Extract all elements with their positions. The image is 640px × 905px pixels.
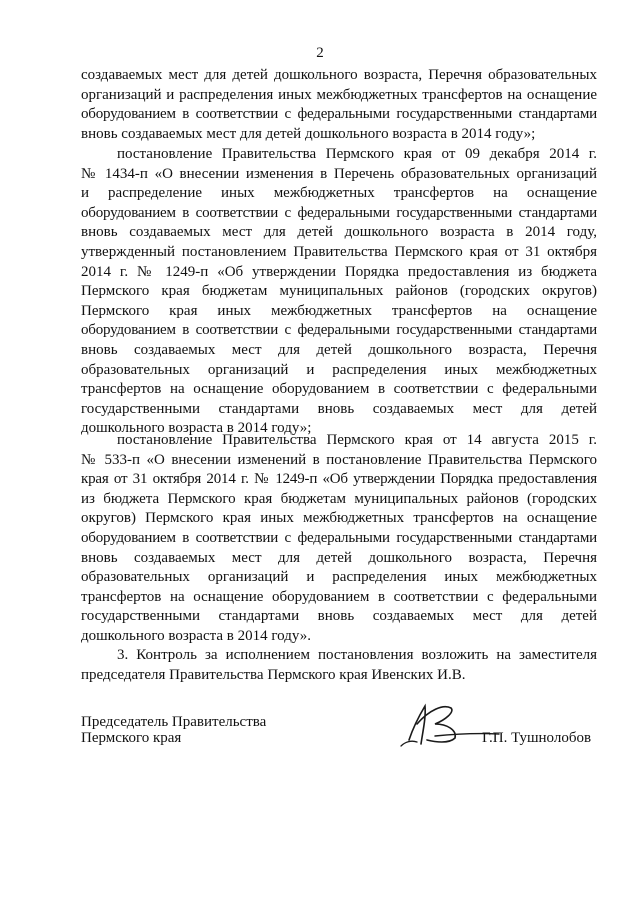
paragraph-line: дошкольного возраста в 2014 году». bbox=[81, 627, 311, 644]
signatory-position-line: Пермского края bbox=[81, 730, 182, 746]
paragraph-line: государственными стандартами вновь создаваемых мест для детей bbox=[81, 608, 597, 625]
paragraph-line: и распределение иных межбюджетных трансфертов на оснащение bbox=[81, 185, 597, 202]
paragraph-line: образовательных организаций и распределения иных межбюджетных bbox=[81, 569, 597, 586]
paragraph-line: оборудованием в соответствии с федеральными государственными стандартами bbox=[81, 204, 597, 221]
paragraph-1 bbox=[81, 66, 597, 144]
paragraph-line: трансфертов на оснащение оборудованием в соответствии с федеральными bbox=[81, 588, 597, 605]
paragraph-line: из бюджета Пермского края бюджетам муниципальных районов (городских bbox=[81, 490, 597, 507]
paragraph-3 bbox=[81, 431, 597, 647]
paragraph-line: образовательных организаций и распределения иных межбюджетных bbox=[81, 361, 597, 378]
paragraph-line: 3. Контроль за исполнением постановления возложить на заместителя bbox=[117, 647, 597, 663]
paragraph-line: председателя Правительства Пермского края Ивенских И.В. bbox=[81, 666, 466, 683]
paragraph-line: № 1434-п «О внесении изменения в Перечень образовательных организаций bbox=[81, 165, 597, 182]
signatory-name: Г.П. Тушнолобов bbox=[482, 730, 592, 746]
paragraph-2 bbox=[81, 145, 597, 439]
paragraph-line: постановление Правительства Пермского края от 14 августа 2015 г. bbox=[117, 432, 597, 448]
paragraph-line: Пермского края бюджетам муниципальных районов (городских округов) bbox=[81, 283, 597, 300]
paragraph-line: утвержденный постановлением Правительства Пермского края от 31 октября bbox=[81, 243, 597, 260]
paragraph-line: края от 31 октября 2014 г. № 1249-п «Об утверждении Порядка предоставления bbox=[81, 471, 597, 488]
paragraph-line: Пермского края иных межбюджетных трансфертов на оснащение bbox=[81, 302, 597, 319]
paragraph-line: организаций и распределения иных межбюджетных трансфертов на оснащение bbox=[81, 86, 597, 103]
paragraph-line: трансфертов на оснащение оборудованием в соответствии с федеральными bbox=[81, 381, 597, 398]
paragraph-line: дошкольного возраста в 2014 году»; bbox=[81, 420, 312, 437]
page-number: 2 bbox=[316, 45, 324, 61]
paragraph-line: 2014 г. № 1249-п «Об утверждении Порядка предоставления из бюджета bbox=[81, 263, 597, 280]
paragraph-line: вновь создаваемых мест для детей дошкольного возраста в 2014 году, bbox=[81, 224, 597, 241]
paragraph-4 bbox=[81, 646, 597, 685]
signatory-position-line: Председатель Правительства bbox=[81, 714, 267, 730]
paragraph-line: вновь создаваемых мест для детей дошкольного возраста в 2014 году»; bbox=[81, 125, 536, 142]
paragraph-line: вновь создаваемых мест для детей дошкольного возраста, Перечня bbox=[81, 549, 597, 566]
paragraph-line: оборудованием в соответствии с федеральными государственными стандартами bbox=[81, 322, 597, 339]
paragraph-line: № 533-п «О внесении изменений в постановление Правительства Пермского bbox=[81, 451, 597, 468]
signatory-position bbox=[81, 714, 266, 746]
paragraph-line: округов) Пермского края иных межбюджетных трансфертов на оснащение bbox=[81, 510, 597, 527]
paragraph-line: государственными стандартами вновь создаваемых мест для детей bbox=[81, 400, 597, 417]
paragraph-line: вновь создаваемых мест для детей дошкольного возраста, Перечня bbox=[81, 341, 597, 358]
paragraph-line: оборудованием в соответствии с федеральными государственными стандартами bbox=[81, 106, 597, 123]
paragraph-line: оборудованием в соответствии с федеральными государственными стандартами bbox=[81, 529, 597, 546]
paragraph-line: постановление Правительства Пермского края от 09 декабря 2014 г. bbox=[117, 146, 597, 162]
paragraph-line: создаваемых мест для детей дошкольного возраста, Перечня образовательных bbox=[81, 67, 597, 83]
